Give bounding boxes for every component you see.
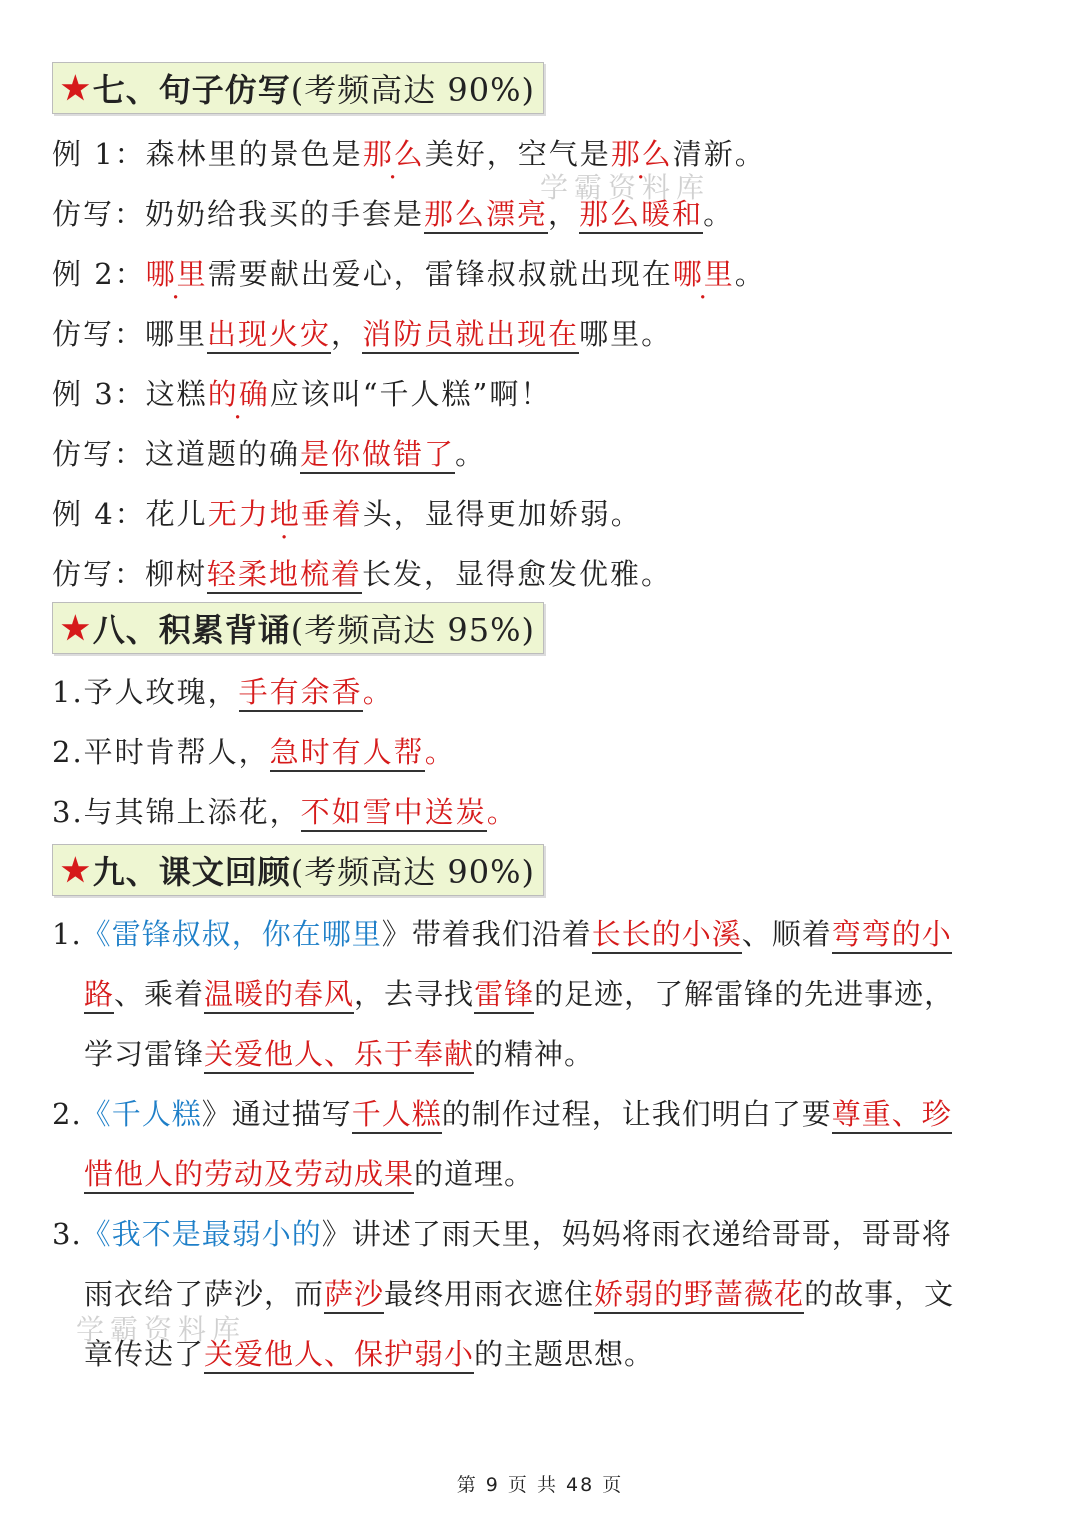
section-title: 九、课文回顾	[92, 853, 291, 891]
example-line	[52, 492, 642, 533]
text: 哪里。	[579, 317, 673, 351]
recitation-line	[52, 730, 456, 771]
text: 2.平时肯帮人，	[52, 735, 270, 769]
text: 哪里	[145, 317, 208, 351]
keyword: 那么	[610, 137, 673, 171]
text: 的精神。	[474, 1037, 595, 1071]
text: 。	[703, 197, 735, 231]
section-title: 八、积累背诵	[92, 611, 291, 649]
answer: 弯弯的小	[832, 917, 952, 954]
line-label: 例 4：	[52, 497, 146, 531]
review-item-1	[52, 912, 952, 953]
keyword: 无力地垂着 ·	[208, 497, 363, 531]
answer: 雷锋	[474, 977, 534, 1014]
text: 森林里的景色是	[145, 137, 363, 171]
answer: 关爱他人、乐于奉献	[204, 1037, 474, 1074]
keyword: 哪里	[145, 257, 208, 291]
recitation-line	[52, 790, 518, 831]
text: 》带着我们沿着	[381, 917, 592, 951]
answer: 温暖的春风	[204, 977, 354, 1014]
item-number: 1.	[52, 917, 82, 951]
answer: 尊重、珍	[832, 1097, 952, 1134]
text: 的主题思想。	[474, 1337, 655, 1371]
text: 花儿	[145, 497, 208, 531]
section-frequency: (考频高达 90%)	[290, 71, 535, 109]
watermark: 学霸资料库	[540, 171, 711, 204]
text: 》通过描写	[201, 1097, 352, 1131]
answer: 那么漂亮	[424, 197, 548, 234]
imitation-line	[52, 432, 486, 473]
text: ，	[331, 317, 363, 351]
text: 学习雷锋	[84, 1037, 205, 1071]
text: ，	[548, 197, 580, 231]
text: 奶奶给我买的手套是	[145, 197, 425, 231]
imitation-line	[52, 552, 672, 593]
answer: 萨沙	[324, 1277, 384, 1314]
text: 》讲述了雨天里，妈妈将雨衣递给哥哥，哥哥将	[321, 1217, 952, 1251]
star-icon: ★	[61, 851, 91, 889]
text: 1.予人玫瑰，	[52, 675, 239, 709]
answer: 那么暖和	[579, 197, 703, 234]
text: 头，显得更加娇弱。	[362, 497, 642, 531]
item-number: 2.	[52, 1097, 82, 1131]
text: 的足迹，了解雷锋的先进事迹，	[534, 977, 955, 1011]
answer: 惜他人的劳动及劳动成果	[84, 1157, 414, 1194]
text: 、乘着	[114, 977, 205, 1011]
section-title: 七、句子仿写	[92, 71, 291, 109]
answer: 路	[84, 977, 114, 1014]
answer: 是你做错了	[300, 437, 455, 474]
section-frequency: (考频高达 90%)	[290, 853, 535, 891]
text: 。	[362, 675, 394, 709]
text: 应该叫“千人糕”啊！	[269, 377, 552, 411]
answer: 出现火灾	[207, 317, 331, 354]
answer: 关爱他人、保护弱小	[204, 1337, 474, 1374]
text: 《	[81, 1097, 112, 1131]
text: 雨衣给了萨沙，而	[84, 1277, 325, 1311]
keyword: 那么	[362, 137, 425, 171]
lesson-title: 雷锋叔叔，你在哪里	[111, 917, 382, 951]
page-footer: 第 9 页 共 48 页	[456, 1474, 624, 1496]
example-line	[52, 372, 551, 413]
answer: 长长的小溪	[592, 917, 742, 954]
text: 、顺着	[741, 917, 832, 951]
text: 。	[486, 795, 518, 829]
imitation-line	[52, 312, 672, 353]
text: 美好，空气是	[424, 137, 611, 171]
section-heading-8	[52, 602, 544, 654]
text: 这糕	[145, 377, 208, 411]
item-number: 3.	[52, 1217, 82, 1251]
text: 清新。	[672, 137, 766, 171]
text: 。	[734, 257, 766, 291]
answer: 急时有人帮	[270, 735, 425, 772]
answer: 千人糕	[352, 1097, 442, 1134]
line-label: 例 2：	[52, 257, 146, 291]
review-item-3-line2	[84, 1272, 954, 1313]
section-heading-9	[52, 844, 544, 896]
text: 《	[81, 1217, 112, 1251]
keyword: 哪里	[672, 257, 735, 291]
line-label: 仿写：	[52, 197, 146, 231]
answer: 消防员就出现在	[362, 317, 579, 354]
text: 。	[455, 437, 487, 471]
recitation-line	[52, 670, 394, 711]
line-label: 例 3：	[52, 377, 146, 411]
text: 的道理。	[414, 1157, 535, 1191]
example-line	[52, 252, 766, 293]
line-label: 仿写：	[52, 437, 146, 471]
text: 的故事，文	[804, 1277, 955, 1311]
lesson-title: 我不是最弱小的	[111, 1217, 322, 1251]
line-label: 例 1：	[52, 137, 146, 171]
review-item-2	[52, 1092, 952, 1133]
answer: 娇弱的野蔷薇花	[594, 1277, 804, 1314]
text: 长发，显得愈发优雅。	[362, 557, 673, 591]
line-label: 仿写：	[52, 317, 146, 351]
answer: 手有余香	[239, 675, 363, 712]
text: 最终用雨衣遮住	[384, 1277, 595, 1311]
section-frequency: (考频高达 95%)	[290, 611, 535, 649]
section-heading-7	[52, 62, 544, 114]
text: 这道题的确	[145, 437, 301, 471]
star-icon: ★	[61, 609, 91, 647]
review-item-3	[52, 1212, 952, 1253]
line-label: 仿写：	[52, 557, 146, 591]
review-item-1-line2	[84, 972, 954, 1013]
watermark: 学霸资料库	[76, 1313, 247, 1346]
lesson-title: 千人糕	[111, 1097, 202, 1131]
text: 柳树	[145, 557, 208, 591]
review-item-2-line2	[84, 1152, 534, 1193]
text: ，去寻找	[354, 977, 475, 1011]
answer: 不如雪中送炭	[301, 795, 487, 832]
text: 《	[81, 917, 112, 951]
text: 的制作过程，让我们明白了要	[441, 1097, 832, 1131]
text: 章传达了	[84, 1337, 205, 1371]
text: 3.与其锦上添花，	[52, 795, 301, 829]
text: 。	[424, 735, 456, 769]
review-item-1-line3	[84, 1032, 594, 1073]
star-icon: ★	[61, 69, 91, 107]
keyword: 的确	[207, 377, 270, 411]
answer: 轻柔地梳着	[207, 557, 362, 594]
text: 需要献出爱心，雷锋叔叔就出现在	[207, 257, 673, 291]
